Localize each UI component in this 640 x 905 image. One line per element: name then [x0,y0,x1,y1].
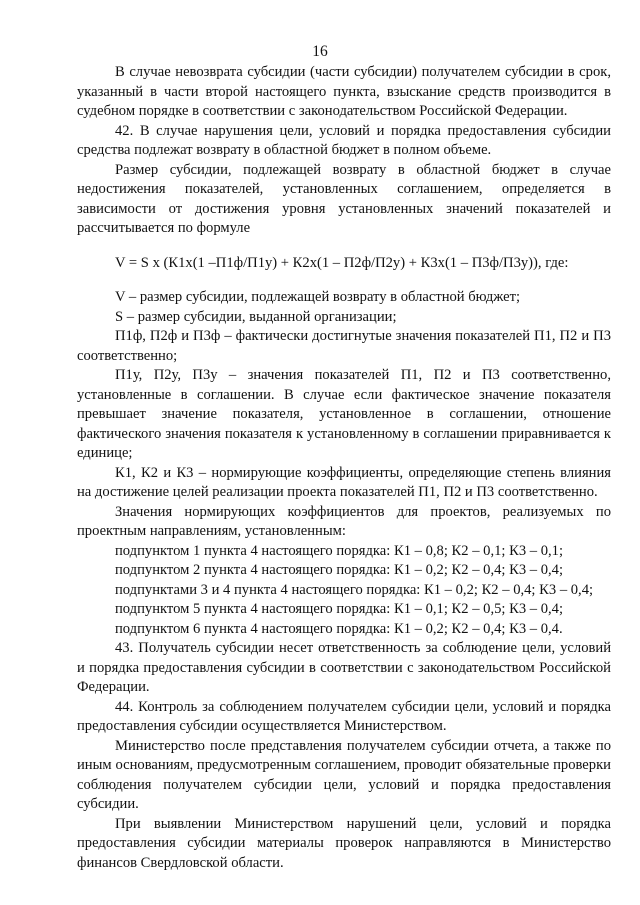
paragraph-refund-court: В случае невозврата субсидии (части субсидии) получателем субсидии в срок, указанный в части второй настоящего пункта, взыскание средств производится в судебном порядке в соответствии с законодательством Российской Федерации. [77,64,611,119]
definition-coefficients: К1, К2 и К3 – нормирующие коэффициенты, определяющие степень влияния на достижение целей реализации проекта показателей П1, П2 и П3 соответственно. [77,464,611,500]
page-number: 16 [312,43,328,60]
paragraph-clause-43: 43. Получатель субсидии несет ответственность за соблюдение цели, условий и порядка предоставления субсидии в соответствии с законодательством Российской Федерации. [77,640,611,695]
list-item: подпунктом 6 пункта 4 настоящего порядка: К1 – 0,2; К2 – 0,4; К3 – 0,4. [115,620,563,637]
paragraph-ministry-checks: Министерство после представления получателем субсидии отчета, а также по иным основаниям, предусмотренным соглашением, проводит обязательные проверки соблюдения получателем субсидии цели, условий и порядка предоставления субсидии. [77,737,611,812]
paragraph-clause-44: 44. Контроль за соблюдением получателем субсидии цели, условий и порядка предоставления субсидии осуществляется Министерством. [77,698,611,734]
paragraph-clause-42: 42. В случае нарушения цели, условий и порядка предоставления субсидии средства подлежат возврату в областной бюджет в полном объеме. [77,122,611,158]
definition-set-values: П1у, П2у, П3у – значения показателей П1, П2 и П3 соответственно, установленные в соглашении. В случае если фактическое значение показателя превышает значение показателя, установленное в соглашении, отношение фактического значения показателя к установленному в соглашении приравнивается к единице; [77,367,611,461]
paragraph-refund-size: Размер субсидии, подлежащей возврату в областной бюджет в случае недостижения показателей, установленных соглашением, определяется в зависимости от достижения уровня установленных значений показателей и рассчитывается по формуле [77,161,611,236]
list-item: подпунктом 5 пункта 4 настоящего порядка: К1 – 0,1; К2 – 0,5; К3 – 0,4; [115,601,564,617]
definition-s: S – размер субсидии, выданной организации; [115,308,397,325]
definition-actual-values: П1ф, П2ф и П3ф – фактически достигнутые значения показателей П1, П2 и П3 соответственно; [77,328,611,364]
document-body [77,63,611,873]
paragraph-violations: При выявлении Министерством нарушений цели, условий и порядка предоставления субсидии материалы проверок направляются в Министерство финансов Свердловской области. [77,815,611,871]
list-item: подпунктом 1 пункта 4 настоящего порядка: К1 – 0,8; К2 – 0,1; К3 – 0,1; [115,542,564,559]
list-item: подпунктами 3 и 4 пункта 4 настоящего порядка: К1 – 0,2; К2 – 0,4; К3 – 0,4; [115,581,594,598]
paragraph-coefficient-values: Значения нормирующих коэффициентов для проектов, реализуемых по проектным направлениям, установленным: [77,503,611,539]
formula: V = S x (К1х(1 –П1ф/П1у) + К2х(1 – П2ф/П2у) + К3х(1 – П3ф/П3у)), где: [115,254,569,271]
list-item: подпунктом 2 пункта 4 настоящего порядка: К1 – 0,2; К2 – 0,4; К3 – 0,4; [115,562,564,578]
definition-v: V – размер субсидии, подлежащей возврату в областной бюджет; [115,289,521,305]
